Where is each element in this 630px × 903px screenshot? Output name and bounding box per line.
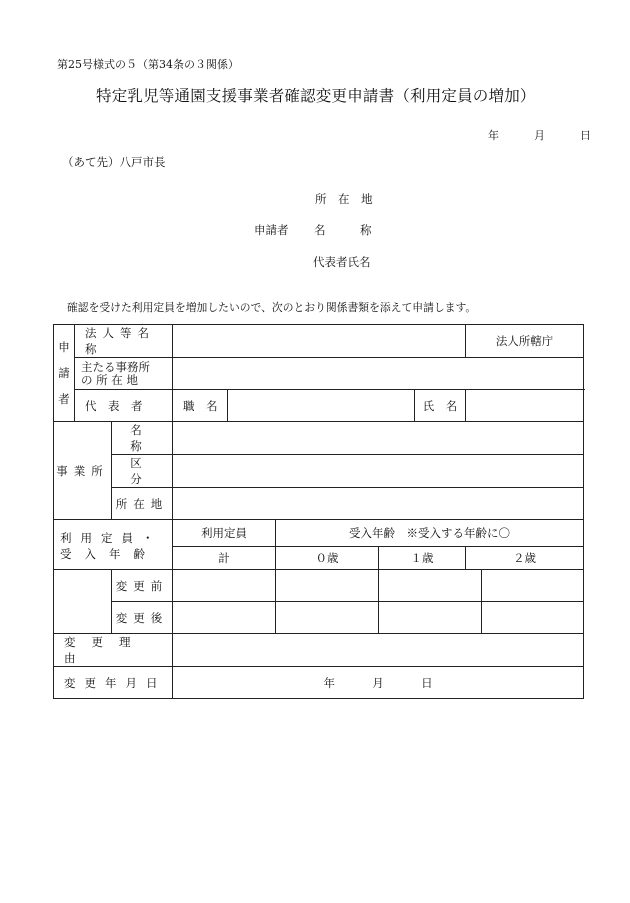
capacity-header: 利用定員 <box>173 520 276 547</box>
document-title: 特定乳児等通園支援事業者確認変更申請書（利用定員の増加） <box>96 87 536 105</box>
before-age-0-field[interactable] <box>276 570 379 602</box>
main-office-address-label <box>75 358 173 390</box>
age-header: 受入年齢 ※受入する年齢に〇 <box>276 520 584 547</box>
before-total-field[interactable] <box>173 570 276 602</box>
change-reason-label: 変更理由 <box>54 634 173 667</box>
capacity-section-label <box>54 520 173 570</box>
age-1-header: １歳 <box>379 547 466 570</box>
after-age-2-field[interactable] <box>482 602 584 634</box>
applicant-section-label: 申 請 者 <box>54 325 75 422</box>
applicant-address-label: 所 在 地 <box>315 192 373 206</box>
capacity-label-spacer-2 <box>54 602 112 634</box>
submission-date <box>488 127 591 143</box>
capacity-label-spacer <box>54 570 112 602</box>
before-change-label: 変更前 <box>112 570 173 602</box>
form-number: 第25号様式の５（第34条の３関係） <box>57 58 239 71</box>
date-month: 月 <box>534 129 545 142</box>
total-header: 計 <box>173 547 276 570</box>
after-change-label: 変更後 <box>112 602 173 634</box>
applicant-label: 申請者 <box>254 223 289 237</box>
main-office-label-line2: の 所 在 地 <box>81 372 138 387</box>
change-date-month: 月 <box>372 675 384 690</box>
capacity-label-line1: 利用定員・ <box>60 531 163 545</box>
corp-name-field[interactable] <box>173 325 466 358</box>
intro-text: 確認を受けた利用定員を増加したいので、次のとおり関係書類を添えて申請します。 <box>67 301 477 314</box>
change-info-table <box>53 633 584 699</box>
representative-label: 代 表 者 <box>75 390 173 422</box>
change-date-field[interactable] <box>173 667 584 699</box>
age-0-header: ０歳 <box>276 547 379 570</box>
facility-section-label: 事業所 <box>54 422 112 520</box>
change-date-year: 年 <box>323 675 335 690</box>
after-age-0-field[interactable] <box>276 602 379 634</box>
facility-name-label: 名 称 <box>112 422 173 455</box>
facility-name-field[interactable] <box>173 422 584 455</box>
application-form-table <box>53 324 584 570</box>
change-date-day: 日 <box>421 675 433 690</box>
facility-category-field[interactable] <box>173 455 584 488</box>
age-2-header: ２歳 <box>466 547 584 570</box>
before-age-2-field[interactable] <box>482 570 584 602</box>
capacity-change-table <box>53 569 584 634</box>
corp-name-label: 法人等名称 <box>75 325 173 358</box>
after-age-1-field[interactable] <box>379 602 482 634</box>
after-total-field[interactable] <box>173 602 276 634</box>
capacity-label-line2: 受入年齢 <box>60 547 158 561</box>
change-reason-field[interactable] <box>173 634 584 667</box>
applicant-name-label: 名 称 <box>314 223 372 237</box>
addressee: （あて先）八戸市長 <box>62 155 166 169</box>
representative-name-label: 氏 名 <box>415 390 466 422</box>
date-day: 日 <box>580 129 591 142</box>
change-date-label: 変更年月日 <box>54 667 173 699</box>
facility-category-label: 区 分 <box>112 455 173 488</box>
facility-address-label: 所在地 <box>112 488 173 520</box>
applicant-representative-label: 代表者氏名 <box>313 255 371 269</box>
jurisdiction-label: 法人所轄庁 <box>466 325 584 358</box>
representative-name-field[interactable] <box>466 390 584 422</box>
representative-title-field[interactable] <box>228 390 415 422</box>
facility-address-field[interactable] <box>173 488 584 520</box>
main-office-address-field[interactable] <box>173 358 584 390</box>
date-year: 年 <box>488 129 499 142</box>
before-age-1-field[interactable] <box>379 570 482 602</box>
main-office-label-line1: 主たる事務所 <box>81 359 150 374</box>
representative-title-label: 職 名 <box>173 390 228 422</box>
